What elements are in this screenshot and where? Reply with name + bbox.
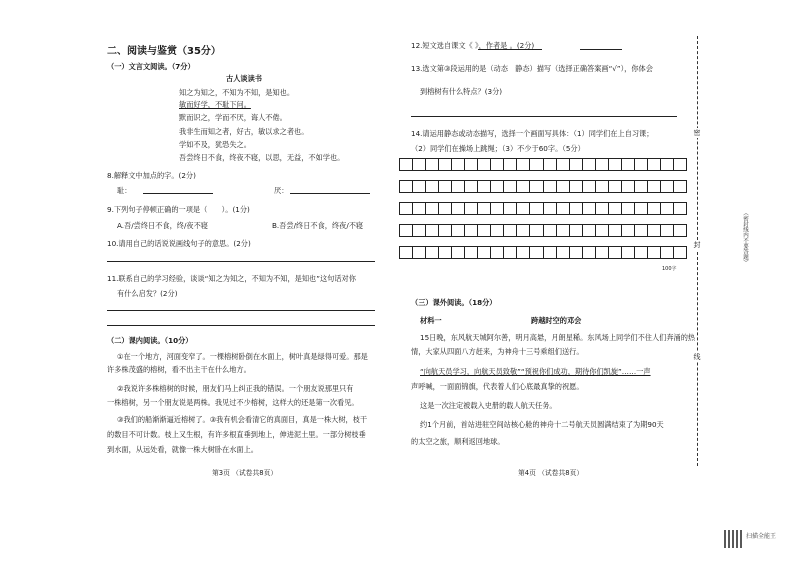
sub2-title: （二）课内阅读。（10分）: [107, 336, 193, 345]
poem-line: 知之为知之，不知为不知，是知也。: [179, 88, 295, 97]
qr-code-icon: [724, 530, 742, 548]
q12-author-blank[interactable]: [580, 49, 622, 50]
seal-char: 封: [693, 241, 701, 249]
grid-row[interactable]: [399, 224, 687, 237]
material-paragraph: 声呼喊，一面面锦旗，代表着人们心底最真挚的祝愿。: [411, 382, 584, 391]
material-paragraph: “向航天员学习，向航天员致敬”“预祝你们成功，期待你们凯旋”……一声: [420, 367, 651, 376]
poem-line: 敏而好学，不耻下问。: [179, 100, 251, 109]
q10-answer-line[interactable]: [107, 261, 375, 262]
q8-a-blank[interactable]: [143, 193, 213, 194]
question-14-line2: （2）同学们在操场上跳绳；（3）不少于60字。（5分）: [411, 144, 585, 153]
paragraph-1: 许多株茂盛的榕树，看不出主干在什么地方。: [107, 365, 251, 374]
poem-line: 学如不及，犹恐失之。: [179, 140, 251, 149]
paragraph-2: 一株榕树，另一个朋友说是两株。我见过不少榕树，这样大的还是第一次看见。: [107, 398, 359, 407]
paragraph-3: [117, 415, 367, 424]
material-paragraph: 的太空之旅，顺利返回地球。: [411, 437, 505, 446]
question-12: 12.短文选自课文《 》，作者是 。(2分): [411, 41, 535, 50]
left-footer: 第3页 （试卷共8页）: [212, 469, 278, 477]
poem-line: 我非生而知之者，好古，敏以求之者也。: [179, 127, 309, 136]
q8-b-blank[interactable]: [290, 193, 370, 194]
right-footer: 第4页 （试卷共8页）: [518, 469, 584, 477]
q11-answer-line[interactable]: [107, 310, 375, 311]
material-title: 跨越时空的邓会: [531, 316, 582, 325]
paragraph-2: ②我说许多株榕树的时候，朋友们马上纠正我的错误。一个朋友说那里只有: [117, 384, 354, 393]
q8-b-label: 厌：: [274, 186, 289, 195]
q8-a-label: 耻：: [117, 186, 132, 195]
seal-note: （密封线内不要答题）: [742, 210, 748, 265]
question-11-line1: 11.联系自己的学习经验，谈谈“知之为知之，不知为不知，是知也”这句话对你: [107, 274, 356, 283]
material-paragraph: 15日晚，东风航天城阿尔善，明月高悬，月朗星稀。东风场上同学们不住人们奔涌的热: [420, 333, 696, 342]
paragraph-3-rest: ③我有机会看清它的真面目，真是一株大树，枝干: [209, 415, 368, 424]
section-title: 二、阅读与鉴赏（35分）: [107, 46, 221, 57]
question-9: 9.下列句子停顿正确的一项是（ ）。(1分): [107, 205, 250, 214]
question-13-line2: 到榕树有什么特点？(3分): [420, 87, 503, 96]
question-8: 8.解释文中加点的字。(2分): [107, 171, 196, 180]
poem-line: 默而识之，学而不厌，诲人不倦。: [179, 113, 287, 122]
poem-line: 吾尝终日不食，终夜不寝，以思，无益，不如学也。: [179, 153, 345, 162]
seal-line: [697, 36, 698, 466]
seal-char: 密: [693, 129, 701, 137]
sub1-title: （一）文言文阅读。（7分）: [107, 62, 195, 71]
grid-row[interactable]: [399, 202, 687, 215]
question-10: 10.请用自己的话说说画线句子的意思。(2分): [107, 239, 251, 248]
question-14-line1: 14.请运用静态或动态描写，选择一个画面写具体：（1）同学们在上自习课；: [411, 129, 654, 138]
poem-title: 古人谈读书: [226, 74, 262, 83]
grid-row[interactable]: [399, 180, 687, 193]
paragraph-1: ①在一个地方，河面变窄了。一棵榕树卧倒在水面上，树叶真是绿得可爱。那是: [117, 352, 368, 361]
sub3-title: （三）课外阅读。（18分）: [411, 298, 497, 307]
q9-option-a[interactable]: A.吾/尝终日不食，终/夜不寝: [117, 221, 208, 230]
seal-char: 线: [693, 353, 701, 361]
question-13-line1: 13.选文第③段运用的是（动态 静态）描写（选择正确答案画“√”），你体会: [411, 64, 653, 73]
paragraph-3: 到水面，从远处看，就像一株大树卧在水面上。: [107, 445, 258, 454]
material-paragraph: 情，大家从四面八方赶来，为神舟十三号乘组们送行。: [411, 347, 584, 356]
material-paragraph: 这是一次注定被载入史册的载人航天任务。: [420, 401, 557, 410]
question-11-line2: 有什么启发？(2分): [117, 289, 178, 298]
q12-title-blank[interactable]: [478, 49, 542, 50]
grid-row[interactable]: [399, 158, 687, 171]
grid-row[interactable]: [399, 246, 687, 259]
q13-answer-line[interactable]: [411, 116, 677, 117]
material-label: 材料一: [420, 316, 442, 325]
q11-answer-line[interactable]: [107, 325, 375, 326]
paragraph-3: 的数目不可计数。枝上又生根，有许多根直垂到地上，伸进泥土里。一部分树枝垂: [107, 430, 366, 439]
grid-word-count: 100字: [662, 266, 677, 272]
paragraph-3-prefix: ③我们的船渐渐逼近榕树了。: [117, 415, 210, 424]
q9-option-b[interactable]: B.吾尝/终日不食，终夜/不寝: [272, 221, 364, 230]
scanner-watermark: 扫描全能王: [746, 533, 777, 540]
material-paragraph: 约1个月前，首站进驻空间站核心舱的神舟十二号航天员圆满结束了为期90天: [420, 420, 664, 429]
